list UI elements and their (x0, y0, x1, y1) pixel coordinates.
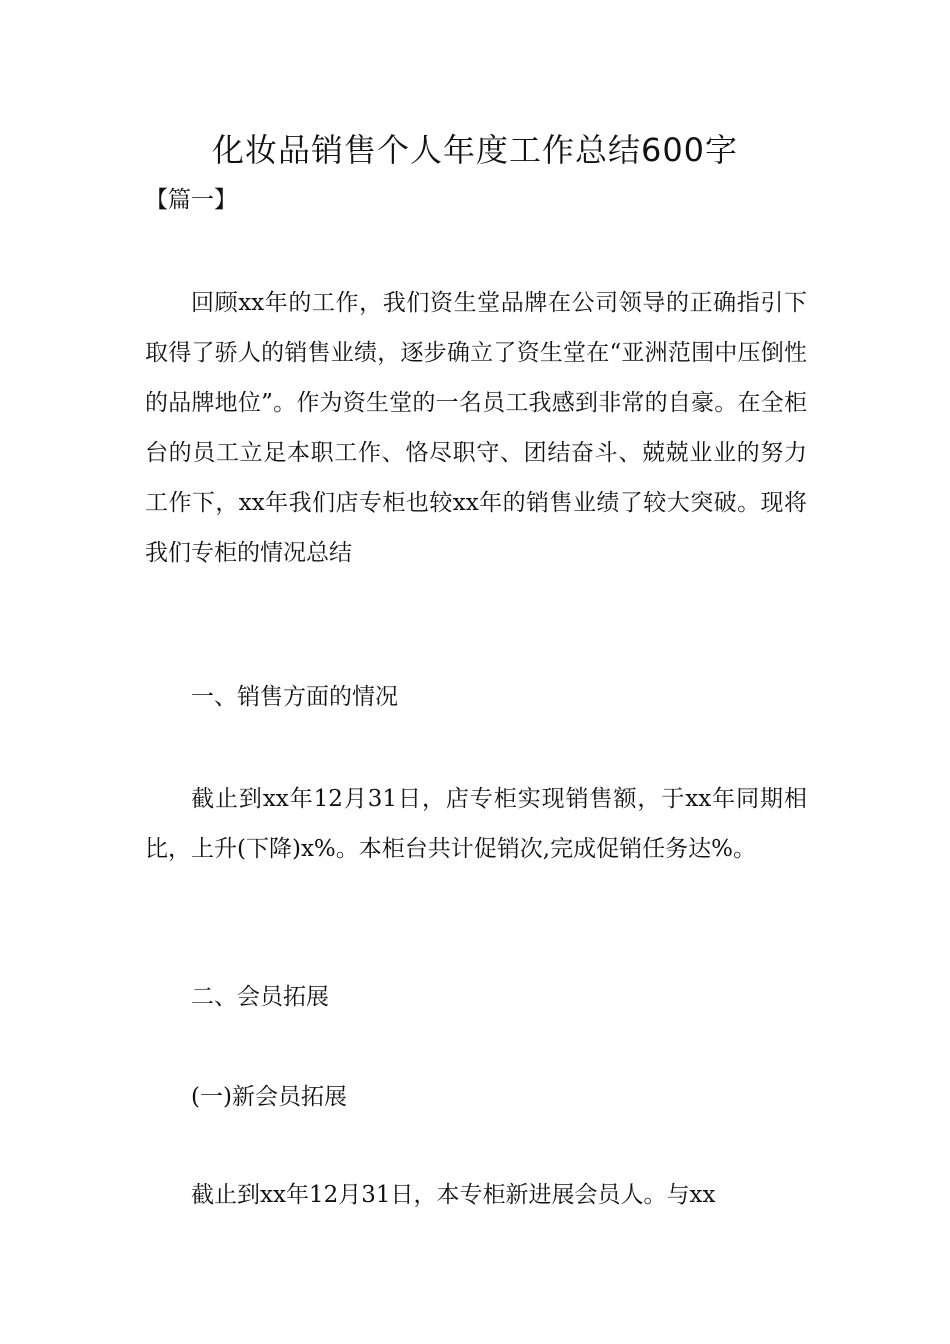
paragraph-new-members: 截止到xx年12月31日，本专柜新进展会员人。与xx (191, 1182, 716, 1208)
section-label: 【篇一】 (145, 187, 237, 213)
heading-member-expansion: 二、会员拓展 (191, 984, 329, 1010)
document-title: 化妆品销售个人年度工作总结600字 (211, 131, 739, 169)
heading-new-members: (一)新会员拓展 (191, 1084, 347, 1110)
heading-sales-situation: 一、销售方面的情况 (191, 684, 398, 710)
paragraph-intro: 回顾xx年的工作，我们资生堂品牌在公司领导的正确指引下取得了骄人的销售业绩，逐步确立了资生堂在“亚洲范围中压倒性的品牌地位”。作为资生堂的一名员工我感到非常的自豪。在全柜台的员工立足本职工作、恪尽职守、团结奋斗、兢兢业业的努力工作下，xx年我们店专柜也较xx年的销售业绩了较大突破。现将我们专柜的情况总结 (145, 290, 807, 566)
paragraph-sales: 截止到xx年12月31日，店专柜实现销售额，于xx年同期相比，上升(下降)x%。本柜台共计促销次,完成促销任务达%。 (145, 786, 807, 862)
